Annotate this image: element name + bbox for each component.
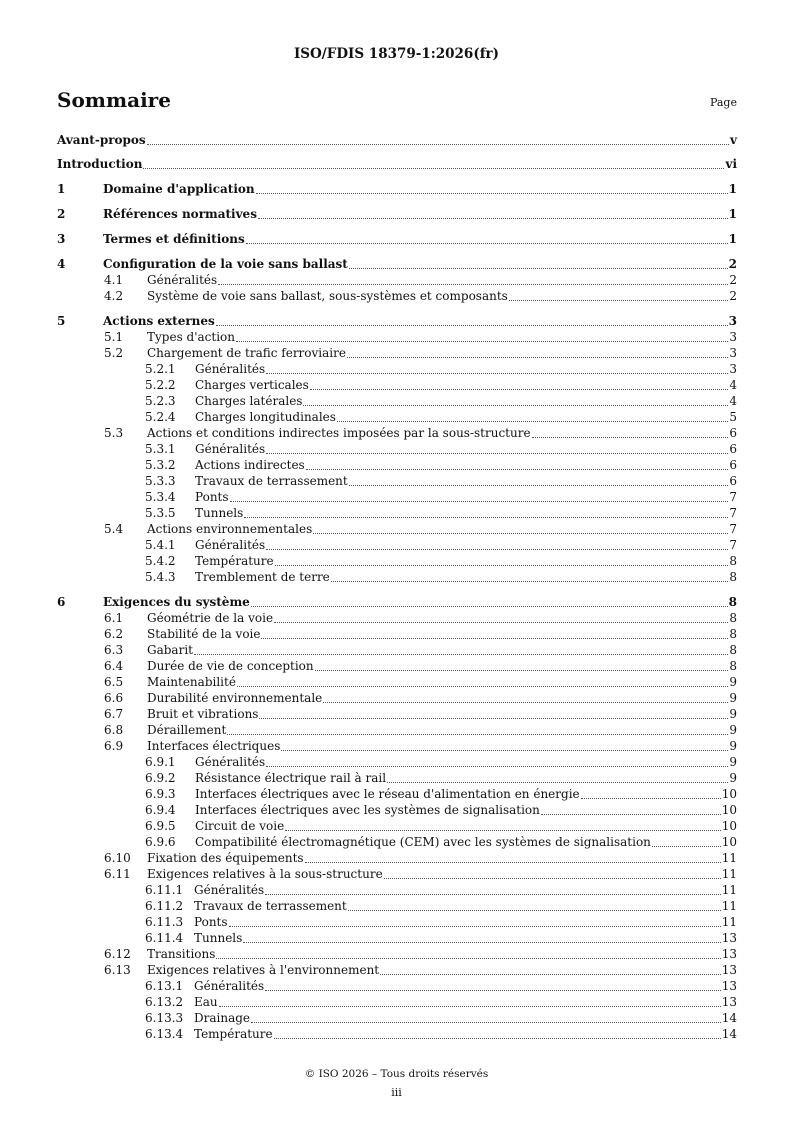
toc-entry-page[interactable]: 1 bbox=[728, 207, 737, 222]
toc-entry-page[interactable]: 8 bbox=[729, 553, 737, 568]
toc-entry-page[interactable]: 9 bbox=[729, 722, 737, 737]
toc-entry[interactable] bbox=[57, 130, 737, 148]
toc-entry-title[interactable]: Exigences du système bbox=[103, 594, 250, 609]
toc-entry[interactable] bbox=[57, 441, 737, 457]
dot-leader bbox=[237, 686, 728, 687]
toc-entry[interactable] bbox=[57, 834, 737, 850]
toc-entry-number: 5.2.2 bbox=[145, 377, 176, 392]
toc-entry-number: 5.4.1 bbox=[145, 537, 176, 552]
dot-leader bbox=[331, 581, 729, 582]
toc-entry-title[interactable]: Charges longitudinales bbox=[195, 409, 336, 424]
document-header: ISO/FDIS 18379-1:2026(fr) bbox=[293, 46, 500, 62]
toc-entry-title[interactable]: Bruit et vibrations bbox=[147, 706, 259, 721]
toc-entry-page[interactable]: 13 bbox=[721, 978, 737, 993]
toc-entry-page[interactable]: 10 bbox=[721, 834, 737, 849]
toc-entry[interactable] bbox=[57, 626, 737, 642]
toc-entry-number: 6.13 bbox=[104, 962, 131, 977]
toc-entry[interactable] bbox=[57, 1026, 737, 1042]
toc-entry-title[interactable]: Tunnels bbox=[194, 930, 243, 945]
toc-entry-title[interactable]: Travaux de terrassement bbox=[194, 898, 347, 913]
toc-entry-title[interactable]: Configuration de la voie sans ballast bbox=[103, 256, 348, 271]
dot-leader bbox=[216, 325, 728, 326]
toc-entry-page[interactable]: 6 bbox=[729, 425, 737, 440]
toc-entry-title[interactable]: Avant-propos bbox=[57, 132, 146, 147]
toc-entry-page[interactable]: 8 bbox=[729, 658, 737, 673]
toc-entry[interactable] bbox=[57, 994, 737, 1010]
toc-entry-page[interactable]: v bbox=[730, 132, 737, 147]
dot-leader bbox=[274, 1038, 721, 1039]
toc-entry-title[interactable]: Exigences relatives à la sous-structure bbox=[147, 866, 383, 881]
toc-entry-title[interactable]: Exigences relatives à l'environnement bbox=[147, 962, 380, 977]
toc-entry-number: 6.9.2 bbox=[145, 770, 176, 785]
toc-entry-page[interactable]: 1 bbox=[728, 232, 737, 247]
dot-leader bbox=[246, 243, 728, 244]
toc-entry-title[interactable]: Système de voie sans ballast, sous-systèmes et composants bbox=[147, 288, 508, 303]
toc-entry-number: 5.4.2 bbox=[145, 553, 176, 568]
dot-leader bbox=[219, 1006, 721, 1007]
dot-leader bbox=[194, 654, 728, 655]
table-of-contents bbox=[57, 130, 737, 1042]
toc-entry-page[interactable]: 7 bbox=[729, 489, 737, 504]
toc-entry[interactable] bbox=[57, 425, 737, 441]
toc-entry-page[interactable]: 9 bbox=[729, 754, 737, 769]
dot-leader bbox=[274, 622, 728, 623]
dot-leader bbox=[323, 702, 728, 703]
toc-entry-number: 6.3 bbox=[104, 642, 124, 657]
toc-entry-title[interactable]: Actions et conditions indirectes imposées par la sous-structure bbox=[147, 425, 531, 440]
toc-entry[interactable] bbox=[57, 866, 737, 882]
toc-entry-page[interactable]: 8 bbox=[729, 642, 737, 657]
toc-entry-title[interactable]: Charges verticales bbox=[195, 377, 309, 392]
toc-entry-page[interactable]: 10 bbox=[721, 802, 737, 817]
toc-entry-page[interactable]: 1 bbox=[728, 182, 737, 197]
dot-leader bbox=[243, 942, 720, 943]
toc-entry[interactable] bbox=[57, 505, 737, 521]
dot-leader bbox=[313, 533, 728, 534]
toc-entry-title[interactable]: Compatibilité électromagnétique (CEM) avec les systèmes de signalisation bbox=[195, 834, 651, 849]
toc-entry-title[interactable]: Actions indirectes bbox=[195, 457, 305, 472]
toc-entry-page[interactable]: 6 bbox=[729, 441, 737, 456]
toc-entry[interactable] bbox=[57, 802, 737, 818]
toc-entry-number: 5.2 bbox=[104, 345, 124, 360]
toc-entry[interactable] bbox=[57, 180, 737, 198]
dot-leader bbox=[266, 549, 728, 550]
toc-entry-page[interactable]: 9 bbox=[729, 738, 737, 753]
toc-entry-page[interactable]: 2 bbox=[728, 256, 737, 271]
toc-entry[interactable] bbox=[57, 962, 737, 978]
toc-entry[interactable] bbox=[57, 553, 737, 569]
dot-leader bbox=[349, 485, 729, 486]
toc-entry-number: 5.3.1 bbox=[145, 441, 176, 456]
toc-entry-page[interactable]: 9 bbox=[729, 770, 737, 785]
toc-entry-page[interactable]: 7 bbox=[729, 537, 737, 552]
dot-leader bbox=[306, 469, 729, 470]
toc-entry-page[interactable]: 8 bbox=[729, 610, 737, 625]
toc-entry-number: 5 bbox=[57, 313, 66, 328]
dot-leader bbox=[251, 606, 728, 607]
toc-entry[interactable] bbox=[57, 786, 737, 802]
toc-entry[interactable] bbox=[57, 930, 737, 946]
toc-entry-page[interactable]: 2 bbox=[729, 288, 737, 303]
dot-leader bbox=[509, 300, 729, 301]
page-column-label: Page bbox=[709, 96, 737, 109]
toc-entry-number: 5.3.2 bbox=[145, 457, 176, 472]
title-row bbox=[57, 88, 737, 112]
toc-entry-number: 4.1 bbox=[104, 272, 124, 287]
toc-entry-title[interactable]: Généralités bbox=[194, 882, 265, 897]
toc-entry[interactable] bbox=[57, 946, 737, 962]
toc-entry-title[interactable]: Généralités bbox=[195, 754, 266, 769]
toc-entry-number: 6.13.4 bbox=[145, 1026, 184, 1041]
toc-entry-number: 6.8 bbox=[104, 722, 124, 737]
toc-entry-title[interactable]: Interfaces électriques avec les systèmes de signalisation bbox=[195, 802, 540, 817]
toc-entry-number: 6.9.3 bbox=[145, 786, 176, 801]
toc-entry-number: 6.13.1 bbox=[145, 978, 184, 993]
toc-entry-number: 5.2.3 bbox=[145, 393, 176, 408]
toc-entry-number: 6.11.4 bbox=[145, 930, 184, 945]
toc-entry-title[interactable]: Interfaces électriques avec le réseau d'alimentation en énergie bbox=[195, 786, 580, 801]
toc-entry-title[interactable]: Actions environnementales bbox=[147, 521, 313, 536]
toc-entry[interactable] bbox=[57, 230, 737, 248]
toc-entry[interactable] bbox=[57, 850, 737, 866]
toc-entry-page[interactable]: 8 bbox=[728, 594, 737, 609]
toc-entry-title[interactable]: Fixation des équipements bbox=[147, 850, 304, 865]
page-number: iii bbox=[391, 1086, 402, 1099]
dot-leader bbox=[347, 357, 728, 358]
toc-entry[interactable] bbox=[57, 393, 737, 409]
toc-entry-number: 6.11.2 bbox=[145, 898, 184, 913]
toc-entry[interactable] bbox=[57, 329, 737, 345]
toc-entry[interactable] bbox=[57, 706, 737, 722]
toc-entry-page[interactable]: vi bbox=[725, 157, 737, 172]
toc-entry-title[interactable]: Température bbox=[194, 1026, 273, 1041]
toc-entry[interactable] bbox=[57, 311, 737, 329]
toc-entry-title[interactable]: Maintenabilité bbox=[147, 674, 236, 689]
toc-entry-title[interactable]: Généralités bbox=[195, 361, 266, 376]
toc-entry-page[interactable]: 13 bbox=[721, 930, 737, 945]
dot-leader bbox=[266, 373, 728, 374]
toc-entry-page[interactable]: 3 bbox=[729, 345, 737, 360]
dot-leader bbox=[143, 168, 724, 169]
toc-entry-page[interactable]: 4 bbox=[729, 377, 737, 392]
toc-entry-page[interactable]: 3 bbox=[728, 313, 737, 328]
toc-entry[interactable] bbox=[57, 473, 737, 489]
toc-entry-number: 6.11.3 bbox=[145, 914, 184, 929]
toc-entry-title[interactable]: Tremblement de terre bbox=[195, 569, 330, 584]
toc-entry-page[interactable]: 7 bbox=[729, 505, 737, 520]
toc-entry-page[interactable]: 11 bbox=[721, 914, 737, 929]
toc-entry-title[interactable]: Types d'action bbox=[147, 329, 236, 344]
dot-leader bbox=[261, 638, 728, 639]
toc-entry-number: 5.2.1 bbox=[145, 361, 176, 376]
toc-entry-number: 1 bbox=[57, 182, 66, 197]
dot-leader bbox=[581, 798, 721, 799]
toc-entry-title[interactable]: Durée de vie de conception bbox=[147, 658, 314, 673]
dot-leader bbox=[266, 453, 728, 454]
toc-entry-title[interactable]: Résistance électrique rail à rail bbox=[195, 770, 387, 785]
dot-leader bbox=[218, 284, 728, 285]
dot-leader bbox=[256, 193, 728, 194]
toc-entry[interactable] bbox=[57, 489, 737, 505]
toc-entry-page[interactable]: 11 bbox=[721, 882, 737, 897]
toc-entry-number: 5.3.3 bbox=[145, 473, 176, 488]
toc-entry[interactable] bbox=[57, 754, 737, 770]
toc-entry[interactable] bbox=[57, 690, 737, 706]
toc-entry-page[interactable]: 2 bbox=[729, 272, 737, 287]
toc-entry[interactable] bbox=[57, 521, 737, 537]
dot-leader bbox=[259, 718, 728, 719]
toc-entry[interactable] bbox=[57, 377, 737, 393]
toc-entry[interactable] bbox=[57, 610, 737, 626]
toc-entry-number: 6.7 bbox=[104, 706, 124, 721]
toc-entry-title[interactable]: Circuit de voie bbox=[195, 818, 285, 833]
toc-entry-title[interactable]: Termes et définitions bbox=[103, 232, 245, 247]
toc-entry-number: 6.13.2 bbox=[145, 994, 184, 1009]
toc-entry[interactable] bbox=[57, 914, 737, 930]
dot-leader bbox=[227, 734, 728, 735]
dot-leader bbox=[541, 814, 721, 815]
dot-leader bbox=[258, 218, 728, 219]
toc-entry[interactable] bbox=[57, 978, 737, 994]
dot-leader bbox=[652, 846, 721, 847]
toc-entry-title[interactable]: Généralités bbox=[195, 537, 266, 552]
toc-entry-title[interactable]: Domaine d'application bbox=[103, 182, 255, 197]
toc-entry-number: 6.9.6 bbox=[145, 834, 176, 849]
dot-leader bbox=[348, 910, 721, 911]
toc-entry-title[interactable]: Déraillement bbox=[147, 722, 227, 737]
dot-leader bbox=[310, 389, 729, 390]
toc-entry-number: 6.11 bbox=[104, 866, 131, 881]
dot-leader bbox=[349, 268, 728, 269]
toc-entry[interactable] bbox=[57, 642, 737, 658]
dot-leader bbox=[305, 862, 721, 863]
toc-entry-page[interactable]: 4 bbox=[729, 393, 737, 408]
toc-entry-page[interactable]: 13 bbox=[721, 962, 737, 977]
toc-entry-title[interactable]: Durabilité environnementale bbox=[147, 690, 323, 705]
dot-leader bbox=[266, 766, 728, 767]
toc-entry-page[interactable]: 10 bbox=[721, 786, 737, 801]
toc-entry-title[interactable]: Ponts bbox=[195, 489, 229, 504]
toc-entry[interactable] bbox=[57, 457, 737, 473]
toc-entry-page[interactable]: 8 bbox=[729, 569, 737, 584]
dot-leader bbox=[265, 990, 721, 991]
toc-entry-title[interactable]: Chargement de trafic ferroviaire bbox=[147, 345, 346, 360]
toc-entry-title[interactable]: Actions externes bbox=[103, 313, 215, 328]
toc-entry-number: 5.3.4 bbox=[145, 489, 176, 504]
dot-leader bbox=[281, 750, 728, 751]
toc-entry-number: 6.12 bbox=[104, 946, 131, 961]
dot-leader bbox=[216, 958, 720, 959]
toc-entry[interactable] bbox=[57, 898, 737, 914]
toc-entry-title[interactable]: Généralités bbox=[195, 441, 266, 456]
toc-entry-number: 2 bbox=[57, 207, 66, 222]
page-title: Sommaire bbox=[57, 88, 171, 112]
toc-entry-number: 6.9.1 bbox=[145, 754, 176, 769]
toc-entry[interactable] bbox=[57, 205, 737, 223]
toc-entry-number: 4.2 bbox=[104, 288, 124, 303]
toc-entry-number: 6.6 bbox=[104, 690, 124, 705]
dot-leader bbox=[244, 517, 728, 518]
toc-entry-number: 5.2.4 bbox=[145, 409, 176, 424]
toc-entry[interactable] bbox=[57, 674, 737, 690]
toc-entry-number: 6.11.1 bbox=[145, 882, 184, 897]
toc-entry[interactable] bbox=[57, 658, 737, 674]
toc-entry-number: 6.9.5 bbox=[145, 818, 176, 833]
dot-leader bbox=[275, 565, 729, 566]
toc-entry-number: 6.10 bbox=[104, 850, 131, 865]
toc-entry-page[interactable]: 10 bbox=[721, 818, 737, 833]
toc-entry-title[interactable]: Introduction bbox=[57, 157, 143, 172]
toc-entry-page[interactable]: 8 bbox=[729, 626, 737, 641]
dot-leader bbox=[229, 926, 721, 927]
toc-entry-number: 6.2 bbox=[104, 626, 124, 641]
toc-entry[interactable] bbox=[57, 738, 737, 754]
toc-entry[interactable] bbox=[57, 770, 737, 786]
toc-entry-page[interactable]: 6 bbox=[729, 457, 737, 472]
toc-entry-number: 5.1 bbox=[104, 329, 124, 344]
toc-entry-page[interactable]: 9 bbox=[729, 706, 737, 721]
toc-entry-page[interactable]: 9 bbox=[729, 674, 737, 689]
toc-entry-title[interactable]: Géométrie de la voie bbox=[147, 610, 274, 625]
toc-entry-title[interactable]: Température bbox=[195, 553, 274, 568]
toc-entry-number: 5.3.5 bbox=[145, 505, 176, 520]
toc-entry-page[interactable]: 13 bbox=[721, 994, 737, 1009]
toc-entry-title[interactable]: Transitions bbox=[147, 946, 216, 961]
dot-leader bbox=[230, 501, 729, 502]
toc-entry-number: 5.4.3 bbox=[145, 569, 176, 584]
toc-entry-page[interactable]: 11 bbox=[721, 866, 737, 881]
toc-entry[interactable] bbox=[57, 254, 737, 272]
toc-entry[interactable] bbox=[57, 1010, 737, 1026]
toc-entry-title[interactable]: Travaux de terrassement bbox=[195, 473, 348, 488]
toc-entry-number: 4 bbox=[57, 256, 66, 271]
dot-leader bbox=[236, 341, 728, 342]
toc-entry-number: 5.4 bbox=[104, 521, 124, 536]
toc-entry-page[interactable]: 3 bbox=[729, 329, 737, 344]
toc-entry-page[interactable]: 6 bbox=[729, 473, 737, 488]
toc-entry-number: 6.4 bbox=[104, 658, 124, 673]
toc-entry-page[interactable]: 13 bbox=[721, 946, 737, 961]
toc-entry-page[interactable]: 7 bbox=[729, 521, 737, 536]
dot-leader bbox=[265, 894, 721, 895]
toc-entry-title[interactable]: Charges latérales bbox=[195, 393, 303, 408]
dot-leader bbox=[251, 1022, 721, 1023]
toc-entry-page[interactable]: 9 bbox=[729, 690, 737, 705]
toc-entry[interactable] bbox=[57, 409, 737, 425]
toc-entry-title[interactable]: Généralités bbox=[194, 978, 265, 993]
toc-entry[interactable] bbox=[57, 592, 737, 610]
toc-entry[interactable] bbox=[57, 361, 737, 377]
dot-leader bbox=[532, 437, 729, 438]
dot-leader bbox=[384, 878, 721, 879]
toc-entry-title[interactable]: Eau bbox=[194, 994, 218, 1009]
toc-entry-number: 3 bbox=[57, 232, 66, 247]
copyright-footer: © ISO 2026 – Tous droits réservés bbox=[304, 1068, 489, 1080]
toc-entry-number: 6.9.4 bbox=[145, 802, 176, 817]
toc-entry-title[interactable]: Interfaces électriques bbox=[147, 738, 281, 753]
toc-entry[interactable] bbox=[57, 722, 737, 738]
toc-entry-title[interactable]: Stabilité de la voie bbox=[147, 626, 261, 641]
toc-entry-page[interactable]: 11 bbox=[721, 898, 737, 913]
dot-leader bbox=[303, 405, 728, 406]
toc-entry[interactable] bbox=[57, 272, 737, 288]
toc-entry-number: 6.13.3 bbox=[145, 1010, 184, 1025]
toc-entry[interactable] bbox=[57, 155, 737, 173]
toc-entry-number: 6.5 bbox=[104, 674, 124, 689]
dot-leader bbox=[285, 830, 720, 831]
toc-entry[interactable] bbox=[57, 818, 737, 834]
toc-entry-number: 6 bbox=[57, 594, 66, 609]
toc-entry[interactable] bbox=[57, 569, 737, 585]
toc-entry-number: 5.3 bbox=[104, 425, 124, 440]
toc-entry[interactable] bbox=[57, 345, 737, 361]
toc-entry-page[interactable]: 14 bbox=[721, 1010, 737, 1025]
toc-entry-page[interactable]: 14 bbox=[721, 1026, 737, 1041]
toc-entry-title[interactable]: Tunnels bbox=[195, 505, 244, 520]
toc-entry-page[interactable]: 3 bbox=[729, 361, 737, 376]
toc-entry-page[interactable]: 11 bbox=[721, 850, 737, 865]
toc-entry-title[interactable]: Ponts bbox=[194, 914, 228, 929]
toc-entry-number: 6.1 bbox=[104, 610, 124, 625]
toc-entry[interactable] bbox=[57, 288, 737, 304]
toc-entry-page[interactable]: 5 bbox=[729, 409, 737, 424]
toc-entry[interactable] bbox=[57, 537, 737, 553]
toc-entry-number: 6.9 bbox=[104, 738, 124, 753]
toc-entry[interactable] bbox=[57, 882, 737, 898]
toc-entry-title[interactable]: Drainage bbox=[194, 1010, 251, 1025]
toc-entry-title[interactable]: Généralités bbox=[147, 272, 218, 287]
dot-leader bbox=[387, 782, 728, 783]
toc-entry-title[interactable]: Références normatives bbox=[103, 207, 257, 222]
dot-leader bbox=[147, 144, 729, 145]
dot-leader bbox=[337, 421, 728, 422]
toc-entry-title[interactable]: Gabarit bbox=[147, 642, 193, 657]
dot-leader bbox=[380, 974, 721, 975]
dot-leader bbox=[315, 670, 729, 671]
